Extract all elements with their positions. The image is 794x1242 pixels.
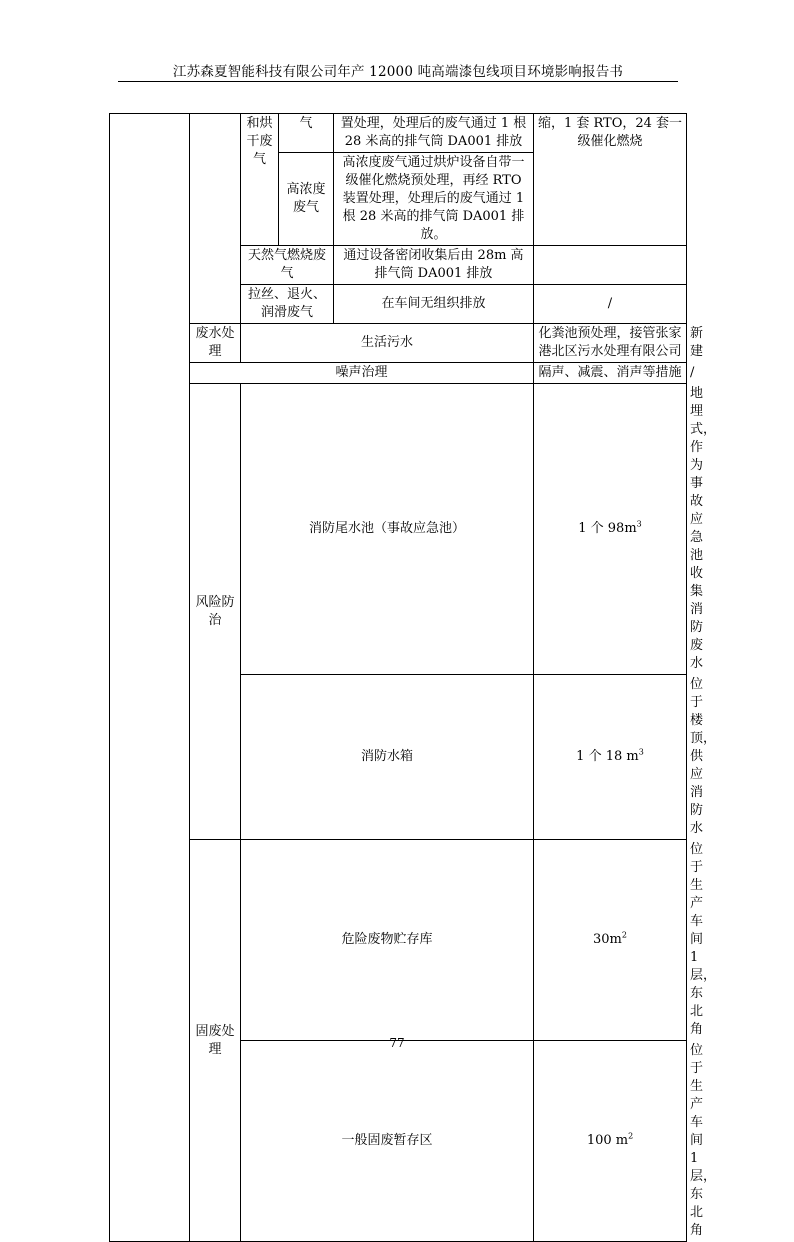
header-rule <box>118 81 678 82</box>
blank-subcategory-cell <box>190 114 241 324</box>
domestic-sewage-measure: 化粪池预处理，接管张家港北区污水处理有限公司 <box>534 324 687 363</box>
risk-category: 风险防治 <box>190 384 241 840</box>
page-header: 江苏森夏智能科技有限公司年产 12000 吨高端漆包线项目环境影响报告书 <box>172 64 624 80</box>
page-number: 77 <box>389 1036 405 1050</box>
fire-tank-quantity <box>534 675 687 840</box>
table-row: 一般固废暂存区 100 $m^2$ 位于生产车间 1 层，东北角 <box>110 1041 687 1242</box>
gas-combustion-label: 天然气燃烧废气 <box>241 246 334 285</box>
exhaust-remark: 缩，1 套 RTO，24 套一级催化燃烧 <box>534 114 687 246</box>
table-row: 噪声治理 隔声、减震、消声等措施 / <box>110 363 687 384</box>
fire-pool-quantity <box>534 384 687 675</box>
hazardous-storage-area-value: 30m <box>593 932 622 947</box>
table-row: 固废处理 危险废物贮存库 $30m^2$ 位于生产车间 1 层，东北角 <box>110 840 687 1041</box>
drawing-exhaust-remark: / <box>534 285 687 324</box>
fire-tank-quantity-exponent: 3 <box>638 747 644 757</box>
table-row: 废水处理 生活污水 化粪池预处理，接管张家港北区污水处理有限公司 新建 <box>110 324 687 363</box>
general-storage-area <box>534 1041 687 1242</box>
domestic-sewage-label: 生活污水 <box>241 324 534 363</box>
noise-control-measure: 隔声、减震、消声等措施 <box>534 363 687 384</box>
high-concentration-label: 高浓度废气 <box>279 153 334 246</box>
gas-combustion-remark <box>534 246 687 285</box>
solid-waste-category: 固废处理 <box>190 840 241 1242</box>
general-storage-label: 一般固废暂存区 <box>241 1041 534 1242</box>
table-row <box>110 114 687 153</box>
hazardous-storage-area <box>534 840 687 1041</box>
hazardous-storage-area-exponent: 2 <box>621 930 627 940</box>
fire-tank-quantity-value: 1 个 18 m <box>576 749 639 764</box>
fire-tank-label: 消防水箱 <box>241 675 534 840</box>
environmental-measures-table <box>109 113 717 1242</box>
low-concentration-cell: 气 <box>279 114 334 153</box>
fire-pool-quantity-value: 1 个 98m <box>578 521 637 536</box>
general-storage-area-value: 100 m <box>586 1133 629 1148</box>
table-row: 消防水箱 1 个 18 $m^3$ 位于楼顶，供应消防水 <box>110 675 687 840</box>
hazardous-storage-label: 危险废物贮存库 <box>241 840 534 1041</box>
noise-control-label: 噪声治理 <box>190 363 534 384</box>
high-concentration-measure: 高浓度废气通过烘炉设备自带一级催化燃烧预处理，再经 RTO 装置处理，处理后的废气通过 1 根 28 米高的排气筒 DA001 排放。 <box>334 153 534 246</box>
fire-pool-label: 消防尾水池（事故应急池） <box>241 384 534 675</box>
wastewater-category: 废水处理 <box>190 324 241 363</box>
exhaust-subtype-cell: 和烘干废气 <box>241 114 279 246</box>
drawing-exhaust-measure: 在车间无组织排放 <box>334 285 534 324</box>
fire-pool-quantity-exponent: 3 <box>636 519 642 529</box>
low-concentration-measure: 置处理，处理后的废气通过 1 根 28 米高的排气筒 DA001 排放 <box>334 114 534 153</box>
blank-category-cell <box>110 114 190 1242</box>
drawing-exhaust-label: 拉丝、退火、润滑废气 <box>241 285 334 324</box>
table-row: 风险防治 消防尾水池（事故应急池） 1 个 $98m^3$ 地埋式，作为事故应急池收集消防废水 <box>110 384 687 675</box>
general-storage-area-exponent: 2 <box>628 1131 634 1141</box>
gas-combustion-measure: 通过设备密闭收集后由 28m 高排气筒 DA001 排放 <box>334 246 534 285</box>
